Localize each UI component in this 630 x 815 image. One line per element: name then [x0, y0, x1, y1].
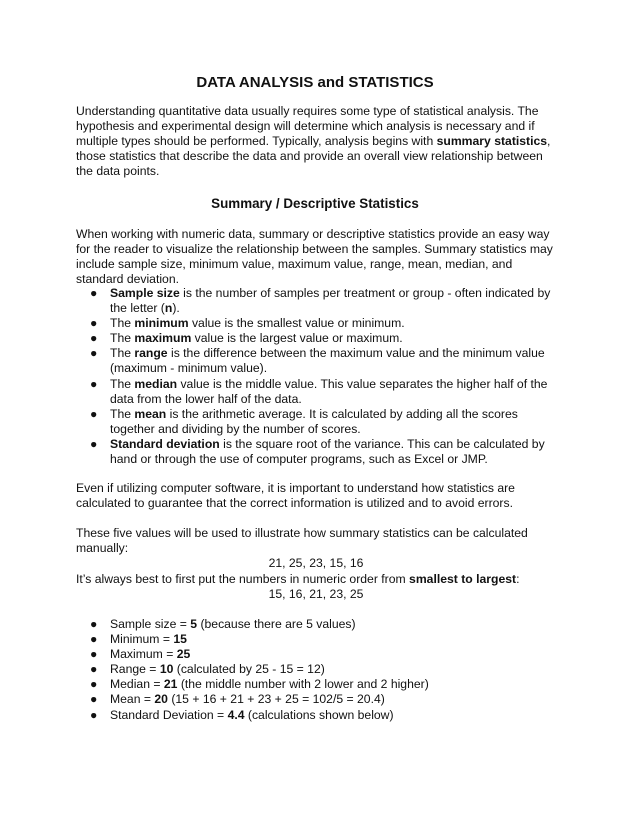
item-text: Median =	[110, 677, 164, 692]
list-item	[76, 708, 556, 723]
ordered-values-list: 15, 16, 21, 23, 25	[268, 587, 364, 602]
list-item	[76, 407, 556, 437]
list-item	[76, 286, 556, 316]
item-text: Standard Deviation =	[110, 707, 228, 722]
item-bold-term: range	[134, 346, 168, 361]
order-bold-term: smallest to largest	[409, 572, 517, 586]
definitions-list	[76, 286, 556, 467]
item-bold-term: Standard deviation	[110, 436, 220, 451]
values-intro-text: These five values will be used to illustrate how summary statistics can be calculated manually:	[76, 526, 528, 556]
item-value: 20	[154, 692, 168, 707]
item-text: Maximum =	[110, 647, 177, 662]
list-item	[76, 331, 556, 346]
bullet-icon: ●	[90, 406, 98, 421]
item-text: The	[110, 376, 135, 391]
list-item	[76, 346, 556, 376]
list-item	[76, 692, 556, 707]
section-intro-paragraph: When working with numeric data, summary or descriptive statistics provide an easy way for the reader to visualize the relationship between the samples. Summary statistics may include sample size, minimum value, maximum value, range, mean, median, and standard deviation.	[76, 227, 553, 287]
item-text: (because there are 5 values)	[197, 617, 356, 631]
item-text: is the number of samples per treatment or group - often indicated by the letter (	[110, 286, 551, 316]
section-heading: Summary / Descriptive Statistics	[211, 196, 419, 211]
item-text: (15 + 16 + 21 + 23 + 25 = 102/5 = 20.4)	[167, 692, 385, 707]
item-value: 15	[173, 632, 187, 647]
item-text: (calculations shown below)	[244, 707, 394, 722]
item-bold-term: mean	[134, 406, 167, 421]
item-value: 4.4	[227, 707, 245, 722]
bullet-icon: ●	[90, 286, 98, 300]
item-bold-term: Sample size	[110, 286, 180, 300]
intro-bold-term: summary statistics	[436, 134, 548, 149]
item-text: is the difference between the maximum value and the minimum value (maximum - minimum value).	[110, 346, 545, 376]
item-text: The	[110, 331, 135, 346]
item-text: The	[110, 346, 135, 361]
bullet-icon: ●	[90, 662, 98, 677]
item-text: (calculated by 25 - 15 = 12)	[173, 662, 325, 677]
bullet-icon: ●	[90, 316, 98, 331]
bullet-icon: ●	[90, 677, 98, 692]
item-text: value is the largest value or maximum.	[191, 331, 403, 346]
bullet-icon: ●	[90, 692, 98, 707]
item-text: The	[110, 316, 135, 331]
item-bold-term: maximum	[134, 331, 192, 346]
bullet-icon: ●	[90, 376, 98, 391]
list-item	[76, 647, 556, 662]
item-text: The	[110, 406, 135, 421]
bullet-icon: ●	[90, 632, 98, 647]
item-value: 10	[159, 662, 174, 677]
item-text: Minimum =	[110, 632, 174, 647]
values-list: 21, 25, 23, 15, 16	[268, 556, 364, 571]
list-item	[76, 437, 556, 467]
order-intro-text: It’s always best to first put the numbers in numeric order from	[76, 572, 410, 586]
software-note-paragraph: Even if utilizing computer software, it is important to understand how statistics are calculated to guarantee that the correct information is utilized and to avoid errors.	[76, 481, 515, 511]
item-bold-term: n	[164, 301, 173, 316]
item-text: is the arithmetic average. It is calculated by adding all the scores together and dividing by the number of scores.	[110, 406, 518, 436]
item-text: (the middle number with 2 lower and 2 higher)	[177, 677, 429, 692]
intro-text-end: , those statistics that describe the data and provide an overall view relationship between the data points.	[76, 134, 551, 179]
list-item	[76, 677, 556, 692]
bullet-icon: ●	[90, 617, 98, 631]
item-text: ).	[172, 301, 180, 316]
item-text: Mean =	[110, 692, 155, 707]
list-item	[76, 617, 556, 632]
item-text: value is the smallest value or minimum.	[188, 316, 405, 331]
bullet-icon: ●	[90, 436, 98, 451]
order-intro-end: :	[516, 572, 520, 586]
list-item	[76, 632, 556, 647]
values-intro-paragraph	[76, 526, 556, 571]
intro-text-start: Understanding quantitative data usually requires some type of statistical analysis. The hypothesis and experimental design will determine which analysis is necessary and if multiple types should be performed. Typically, analysis begins with	[76, 104, 539, 149]
item-bold-term: median	[134, 376, 178, 391]
list-item	[76, 662, 556, 677]
item-value: 25	[176, 647, 191, 662]
item-text: value is the middle value. This value separates the higher half of the data from the lower half of the data.	[110, 376, 548, 406]
item-value: 5	[190, 617, 198, 631]
item-text: is the square root of the variance. This can be calculated by hand or through the use of computer programs, such as Excel or JMP.	[110, 436, 545, 467]
item-value: 21	[163, 677, 178, 692]
bullet-icon: ●	[90, 707, 98, 722]
item-text: Sample size =	[110, 617, 191, 631]
order-intro-paragraph	[76, 572, 556, 602]
bullet-icon: ●	[90, 331, 98, 346]
document-title: DATA ANALYSIS and STATISTICS	[196, 74, 434, 91]
list-item	[76, 316, 556, 331]
bullet-icon: ●	[90, 647, 98, 662]
intro-paragraph	[76, 104, 556, 179]
results-list	[76, 617, 556, 723]
bullet-icon: ●	[90, 346, 98, 361]
list-item	[76, 377, 556, 407]
item-bold-term: minimum	[134, 316, 189, 331]
item-text: Range =	[110, 662, 160, 677]
